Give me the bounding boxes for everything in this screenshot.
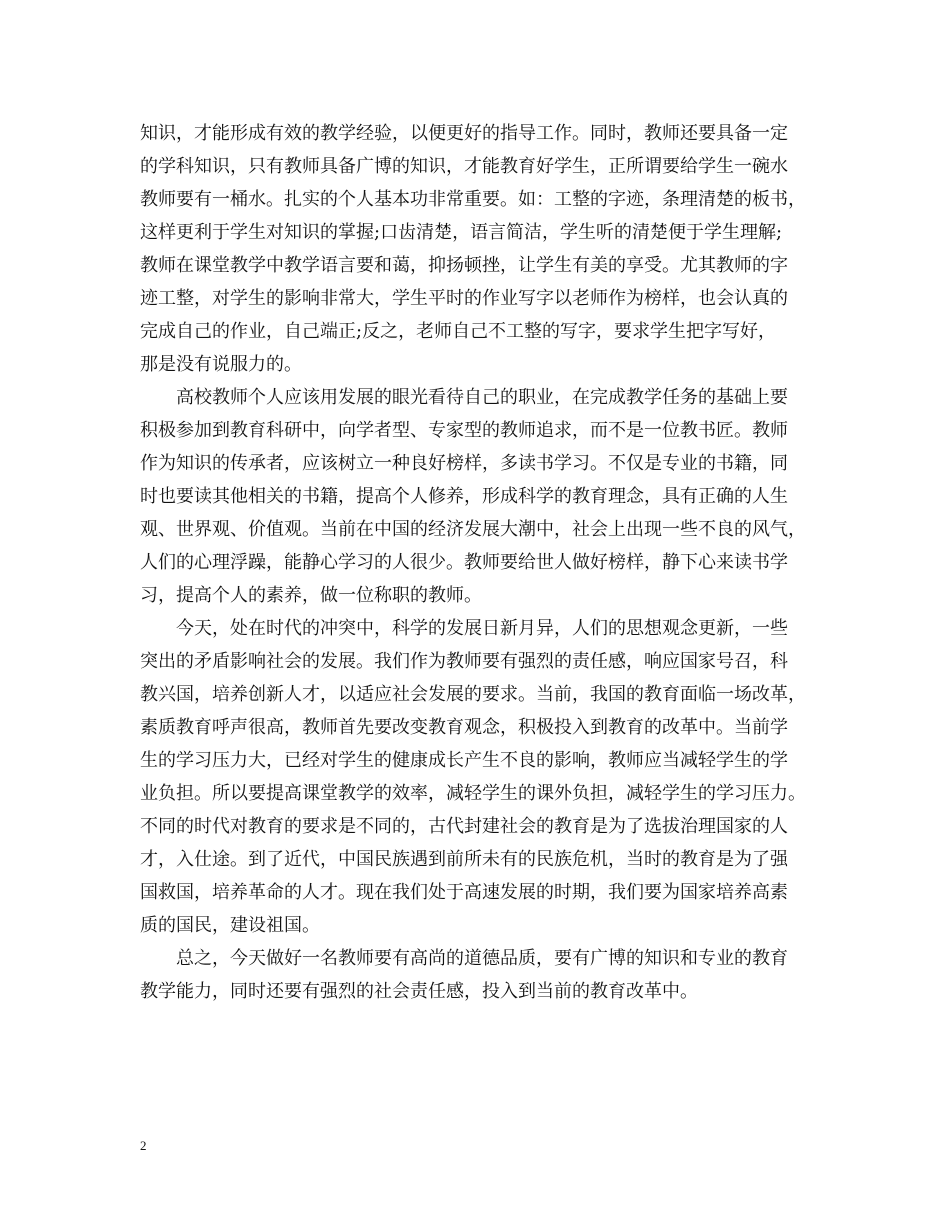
- text-line: 素质教育呼声很高，教师首先要改变教育观念，积极投入到教育的改革中。当前学: [140, 717, 788, 738]
- text-line: 国救国，培养革命的人才。现在我们处于高速发展的时期，我们要为国家培养高素: [140, 882, 788, 903]
- text-line: 完成自己的作业，自己端正;反之，老师自己不工整的写字，要求学生把字写好，: [140, 321, 777, 342]
- text-line: 迹工整，对学生的影响非常大，学生平时的作业写字以老师作为榜样，也会认真的: [140, 288, 788, 309]
- text-line: 突出的矛盾影响社会的发展。我们作为教师要有强烈的责任感，响应国家号召，科: [140, 651, 788, 672]
- text-line: 今天，处在时代的冲突中，科学的发展日新月异，人们的思想观念更新，一些: [140, 618, 788, 639]
- text-line: 教师在课堂教学中教学语言要和蔼，抑扬顿挫，让学生有美的享受。尤其教师的字: [140, 255, 788, 276]
- text-line: 观、世界观、价值观。当前在中国的经济发展大潮中，社会上出现一些不良的风气，: [140, 519, 806, 540]
- text-line: 教学能力，同时还要有强烈的社会责任感，投入到当前的教育改革中。: [140, 981, 698, 1002]
- text-line: 这样更利于学生对知识的掌握;口齿清楚，语言简洁，学生听的清楚便于学生理解;: [140, 222, 783, 243]
- text-line: 质的国民，建设祖国。: [140, 915, 320, 936]
- text-line: 总之，今天做好一名教师要有高尚的道德品质，要有广博的知识和专业的教育: [140, 948, 788, 969]
- text-line: 那是没有说服力的。: [140, 354, 302, 375]
- text-line: 生的学习压力大，已经对学生的健康成长产生不良的影响，教师应当减轻学生的学: [140, 750, 788, 771]
- text-line: 高校教师个人应该用发展的眼光看待自己的职业，在完成教学任务的基础上要: [140, 387, 788, 408]
- text-line: 知识，才能形成有效的教学经验，以便更好的指导工作。同时，教师还要具备一定: [140, 123, 788, 144]
- page-number: 2: [140, 1138, 147, 1153]
- text-line: 习，提高个人的素养，做一位称职的教师。: [140, 585, 482, 606]
- text-line: 不同的时代对教育的要求是不同的，古代封建社会的教育是为了选拔治理国家的人: [140, 816, 788, 837]
- text-line: 时也要读其他相关的书籍，提高个人修养，形成科学的教育理念，具有正确的人生: [140, 486, 788, 507]
- text-line: 业负担。所以要提高课堂教学的效率，减轻学生的课外负担，减轻学生的学习压力。: [140, 783, 806, 804]
- text-line: 教师要有一桶水。扎实的个人基本功非常重要。如：工整的字迹，条理清楚的板书，: [140, 189, 806, 210]
- text-line: 作为知识的传承者，应该树立一种良好榜样，多读书学习。不仅是专业的书籍，同: [140, 453, 788, 474]
- text-line: 教兴国，培养创新人才，以适应社会发展的要求。当前，我国的教育面临一场改革，: [140, 684, 806, 705]
- text-line: 才，入仕途。到了近代，中国民族遇到前所未有的民族危机，当时的教育是为了强: [140, 849, 788, 870]
- text-line: 人们的心理浮躁，能静心学习的人很少。教师要给世人做好榜样，静下心来读书学: [140, 552, 788, 573]
- body-text: [140, 117, 824, 1008]
- text-line: 积极参加到教育科研中，向学者型、专家型的教师追求，而不是一位教书匠。教师: [140, 420, 788, 441]
- text-line: 的学科知识，只有教师具备广博的知识，才能教育好学生，正所谓要给学生一碗水: [140, 156, 788, 177]
